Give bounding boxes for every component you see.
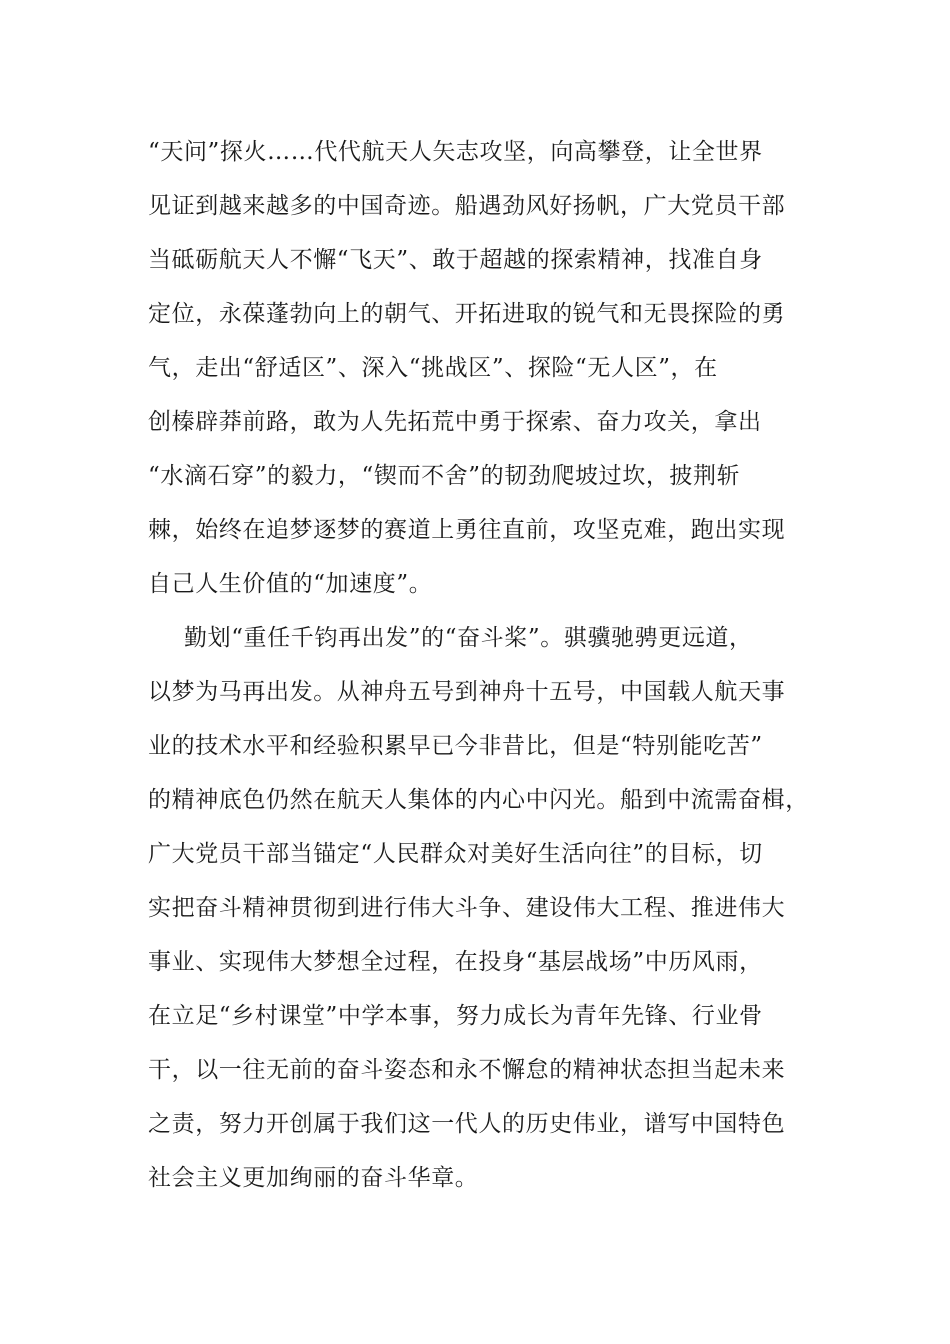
paragraph-line: “水滴石穿”的毅力，“锲而不舍”的韧劲爬坡过坎，披荆斩 bbox=[148, 463, 741, 489]
paragraph-line: 在立足“乡村课堂”中学本事，努力成长为青年先锋、行业骨 bbox=[148, 1003, 763, 1029]
paragraph-line: 气，走出“舒适区”、深入“挑战区”、探险“无人区”，在 bbox=[148, 355, 718, 381]
paragraph-line: 事业、实现伟大梦想全过程，在投身“基层战场”中历风雨， bbox=[148, 949, 763, 975]
paragraph-line: 定位，永葆蓬勃向上的朝气、开拓进取的锐气和无畏探险的勇 bbox=[148, 301, 786, 327]
paragraph-line: 创榛辟莽前路，敢为人先拓荒中勇于探索、奋力攻关，拿出 bbox=[148, 409, 762, 435]
paragraph-line: 实把奋斗精神贯彻到进行伟大斗争、建设伟大工程、推进伟大 bbox=[148, 895, 786, 921]
paragraph-line: 广大党员干部当锚定“人民群众对美好生活向往”的目标，切 bbox=[148, 841, 763, 867]
paragraph-line: 勤划“重任千钧再出发”的“奋斗桨”。骐骥驰骋更远道， bbox=[184, 625, 753, 651]
paragraph-line: 当砥砺航天人不懈“飞天”、敢于超越的探索精神，找准自身 bbox=[148, 247, 763, 273]
paragraph-line: 的精神底色仍然在航天人集体的内心中闪光。船到中流需奋楫， bbox=[148, 787, 809, 813]
paragraph-line: 棘，始终在追梦逐梦的赛道上勇往直前，攻坚克难，跑出实现 bbox=[148, 517, 786, 543]
paragraph-line: 自己人生价值的“加速度”。 bbox=[148, 571, 433, 597]
paragraph-line: 干，以一往无前的奋斗姿态和永不懈怠的精神状态担当起未来 bbox=[148, 1057, 786, 1083]
paragraph-line: 见证到越来越多的中国奇迹。船遇劲风好扬帆，广大党员干部 bbox=[148, 193, 786, 219]
paragraph-line: “天问”探火……代代航天人矢志攻坚，向高攀登，让全世界 bbox=[148, 139, 763, 165]
paragraph-line: 社会主义更加绚丽的奋斗华章。 bbox=[148, 1165, 479, 1191]
paragraph-line: 以梦为马再出发。从神舟五号到神舟十五号，中国载人航天事 bbox=[148, 679, 786, 705]
paragraph-line: 之责，努力开创属于我们这一代人的历史伟业，谱写中国特色 bbox=[148, 1111, 786, 1137]
paragraph-line: 业的技术水平和经验积累早已今非昔比，但是“特别能吃苦” bbox=[148, 733, 763, 759]
